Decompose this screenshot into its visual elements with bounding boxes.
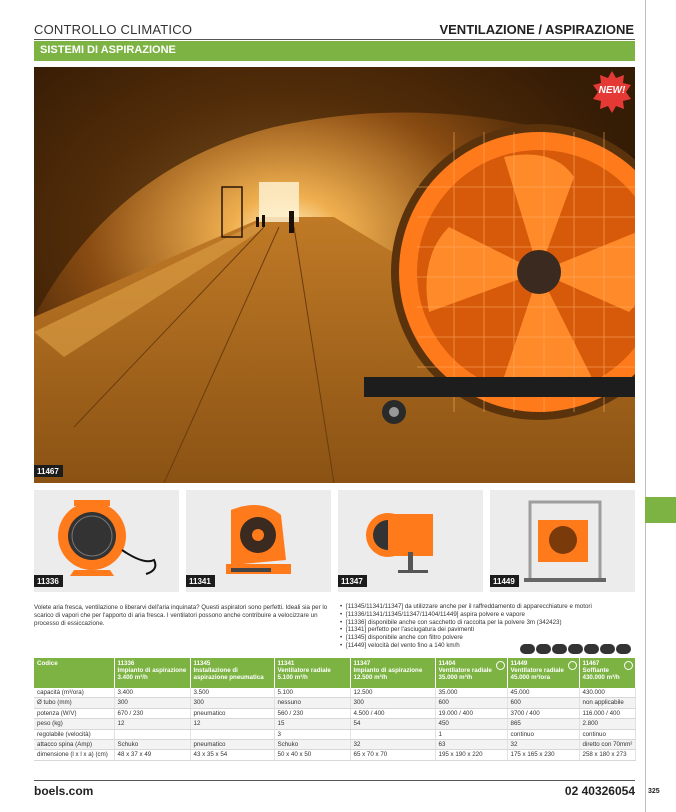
table-cell: 32 <box>507 740 579 750</box>
description-text: Volete aria fresca, ventilazione o liberarvi dell'aria inquinata? Questi aspiratori sono perfetti. Ideali sia per lo scarico di vapori che per l'apporto di aria fresca. I ventilatori possono anche contribuire a velocizzare un processo di essiccazione. <box>34 604 328 627</box>
column-code: 11449 <box>510 660 528 667</box>
column-header <box>579 658 635 688</box>
table-cell: 1 <box>435 729 507 739</box>
thumb-code-tag: 11341 <box>186 575 215 587</box>
table-cell: potenza (W/V) <box>34 708 114 718</box>
column-code: 11347 <box>353 660 371 667</box>
column-desc: Ventilatore radiale 45.000 m³/ora <box>510 667 564 681</box>
table-cell: 560 / 230 <box>274 708 350 718</box>
table-cell: 4.500 / 400 <box>350 708 435 718</box>
side-tab-marker <box>645 497 676 523</box>
table-row <box>34 698 635 708</box>
table-cell <box>114 729 190 739</box>
page-edge-rule <box>645 0 646 812</box>
table-cell: continuo <box>579 729 635 739</box>
table-cell: 19.000 / 400 <box>435 708 507 718</box>
table-cell: 300 <box>350 698 435 708</box>
table-cell: 32 <box>350 740 435 750</box>
section-title: SISTEMI DI ASPIRAZIONE <box>40 44 176 56</box>
table-cell: attacco spina (Amp) <box>34 740 114 750</box>
product-thumbnail <box>490 490 635 592</box>
new-circle-icon <box>624 661 633 670</box>
table-cell: continuo <box>507 729 579 739</box>
table-cell: 300 <box>190 698 274 708</box>
table-cell: 50 x 40 x 50 <box>274 750 350 760</box>
table-cell: 3700 / 400 <box>507 708 579 718</box>
table-cell: regolabile (velocità) <box>34 729 114 739</box>
hero-image <box>34 67 635 483</box>
fan-icon <box>600 644 615 654</box>
feature-note: • [11341] perfetto per l'asciugatura dei pavimenti <box>340 626 640 634</box>
table-cell: 12.500 <box>350 688 435 698</box>
table-cell: 175 x 165 x 230 <box>507 750 579 760</box>
table-cell: 3.400 <box>114 688 190 698</box>
table-cell: 450 <box>435 719 507 729</box>
table-cell: 48 x 37 x 49 <box>114 750 190 760</box>
table-cell: pneumatico <box>190 708 274 718</box>
column-code: 11345 <box>193 660 211 667</box>
table-cell: diretto con 70mm² <box>579 740 635 750</box>
footer-phone: 02 40326054 <box>564 784 635 798</box>
column-header <box>190 658 274 688</box>
table-cell: 600 <box>507 698 579 708</box>
footer-rule <box>34 780 635 781</box>
column-header <box>114 658 190 688</box>
feature-note: • [11336/11341/11345/11347/11404/11449] aspira polvere e vapore <box>340 611 640 619</box>
new-badge <box>591 71 633 113</box>
header-rule <box>34 39 635 40</box>
table-cell: 12 <box>114 719 190 729</box>
table-row <box>34 750 635 760</box>
column-code: 11336 <box>117 660 135 667</box>
column-desc: Ventilatore radiale 35.000 m³/h <box>438 667 492 681</box>
feature-note: • [11345] disponibile anche con filtro polvere <box>340 634 640 642</box>
column-code: 11404 <box>438 660 456 667</box>
table-cell: nessuno <box>274 698 350 708</box>
table-cell: 54 <box>350 719 435 729</box>
fan-icon <box>520 644 535 654</box>
column-desc: Installazione di aspirazione pneumatica <box>193 667 264 681</box>
table-cell: 35.000 <box>435 688 507 698</box>
table-cell: 600 <box>435 698 507 708</box>
table-cell: 195 x 190 x 220 <box>435 750 507 760</box>
feature-note: • [11449] velocità del vento fino a 140 km/h <box>340 642 640 650</box>
table-cell: 45.000 <box>507 688 579 698</box>
table-cell: dimensione (l x l x a) (cm) <box>34 750 114 760</box>
table-cell <box>190 729 274 739</box>
table-cell: 5.100 <box>274 688 350 698</box>
header-category: CONTROLLO CLIMATICO <box>34 22 193 37</box>
table-cell: pneumatico <box>190 740 274 750</box>
table-cell: peso (kg) <box>34 719 114 729</box>
fan-icon <box>536 644 551 654</box>
column-desc: Impianto di aspirazione 3.400 m³/h <box>117 667 187 681</box>
new-circle-icon <box>568 661 577 670</box>
feature-icons <box>520 644 631 654</box>
table-row <box>34 688 635 698</box>
column-header <box>274 658 350 688</box>
column-code: 11467 <box>582 660 600 667</box>
product-thumbnail <box>34 490 179 592</box>
table-cell: 12 <box>190 719 274 729</box>
table-cell: 3.500 <box>190 688 274 698</box>
column-header <box>350 658 435 688</box>
product-thumbnail <box>338 490 483 592</box>
table-cell <box>350 729 435 739</box>
table-row <box>34 708 635 718</box>
table-cell: 300 <box>114 698 190 708</box>
column-header <box>435 658 507 688</box>
table-cell: Schuko <box>274 740 350 750</box>
product-thumbnail <box>186 490 331 592</box>
table-row <box>34 719 635 729</box>
table-cell: 43 x 35 x 54 <box>190 750 274 760</box>
table-cell: 430.000 <box>579 688 635 698</box>
table-cell: 116.000 / 400 <box>579 708 635 718</box>
fan-icon <box>568 644 583 654</box>
column-header <box>507 658 579 688</box>
table-cell: non applicabile <box>579 698 635 708</box>
fan-icon <box>616 644 631 654</box>
table-row <box>34 740 635 750</box>
specs-table <box>34 658 636 761</box>
fan-icon <box>584 644 599 654</box>
table-cell: 63 <box>435 740 507 750</box>
section-bar <box>34 41 635 61</box>
column-desc: Ventilatore radiale 5.100 m³/h <box>277 667 331 681</box>
column-desc: Impianto di aspirazione 12.500 m³/h <box>353 667 423 681</box>
thumb-code-tag: 11336 <box>34 575 63 587</box>
table-cell: 65 x 70 x 70 <box>350 750 435 760</box>
feature-notes <box>340 603 640 650</box>
footer-website[interactable]: boels.com <box>34 784 94 798</box>
table-cell: 2.800 <box>579 719 635 729</box>
new-badge-label: NEW! <box>598 85 626 96</box>
column-desc: Soffiante 430.000 m³/h <box>582 667 620 681</box>
table-cell: 865 <box>507 719 579 729</box>
page-number: 325 <box>648 788 660 795</box>
table-cell: capacità (m³/ora) <box>34 688 114 698</box>
feature-note: • [11336] disponibile anche con sacchetto di raccolta per la polvere 3m (342423) <box>340 619 640 627</box>
table-cell: Ø tubo (mm) <box>34 698 114 708</box>
tunnel-fan-photo <box>34 67 635 483</box>
feature-note: • [11345/11341/11347] da utilizzare anche per il raffreddamento di apparecchiature e motori <box>340 603 640 611</box>
table-cell: 258 x 180 x 273 <box>579 750 635 760</box>
page-header <box>34 22 634 40</box>
hero-code-tag: 11467 <box>34 465 63 477</box>
fan-icon <box>552 644 567 654</box>
column-header <box>34 658 114 688</box>
thumb-code-tag: 11449 <box>490 575 519 587</box>
column-code: 11341 <box>277 660 295 667</box>
table-cell: 3 <box>274 729 350 739</box>
header-title: VENTILAZIONE / ASPIRAZIONE <box>439 22 634 37</box>
thumb-code-tag: 11347 <box>338 575 367 587</box>
table-cell: 15 <box>274 719 350 729</box>
table-header-row <box>34 658 635 688</box>
table-cell: 670 / 230 <box>114 708 190 718</box>
table-row <box>34 729 635 739</box>
column-code: Codice <box>37 660 58 667</box>
new-circle-icon <box>496 661 505 670</box>
table-cell: Schuko <box>114 740 190 750</box>
